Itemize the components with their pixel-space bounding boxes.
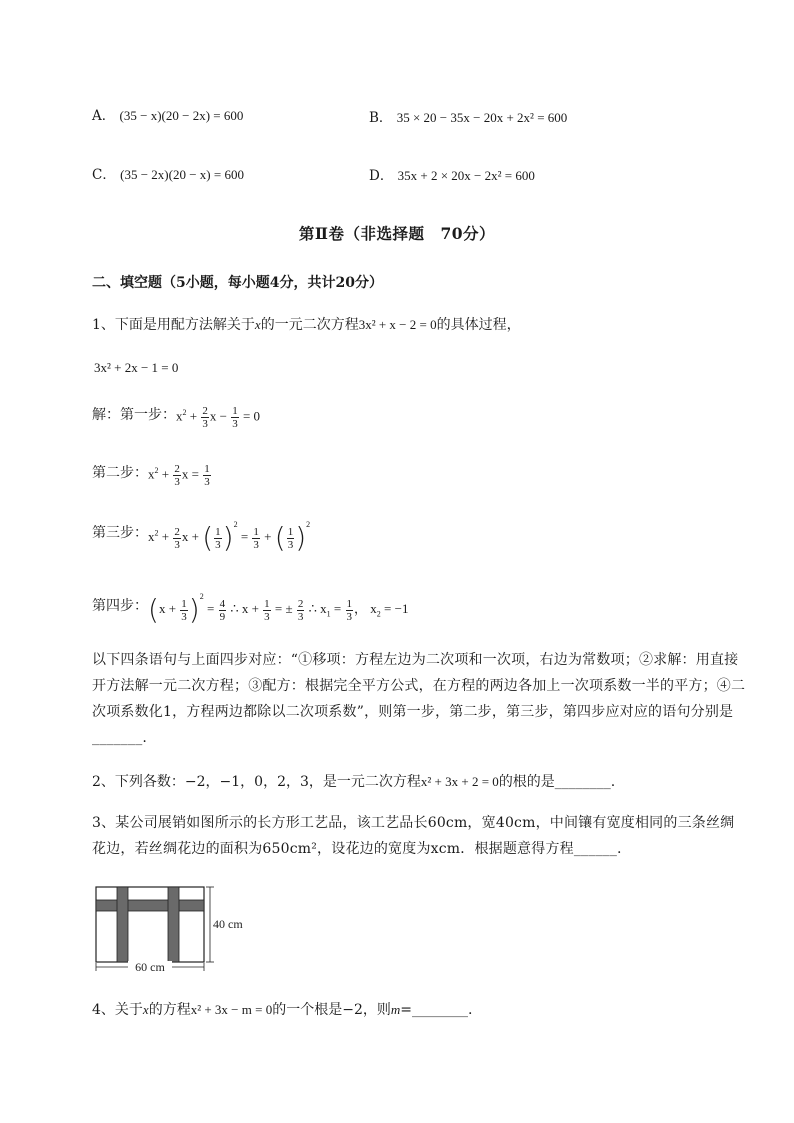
q1-step1-math: $x^2$ + $\frac{2}{3}$ x − $\frac{1}{3}$ = 0 bbox=[176, 404, 261, 430]
q1-step3-math: $x^2$ + $\frac{2}{3}$ x + ( $\frac{1}{3}$ )$^2$ = $\frac{1}{3}$ + ( $\frac{1}{3}$ )$^2$ bbox=[148, 520, 311, 555]
option-b bbox=[369, 108, 567, 128]
option-d-label: D． bbox=[369, 168, 394, 184]
q2 bbox=[92, 769, 615, 795]
q1-variable: x bbox=[254, 317, 261, 332]
option-a bbox=[92, 106, 243, 126]
q1-step2-math: $x^2$ + $\frac{2}{3}$ x = $\frac{1}{3}$ bbox=[148, 462, 210, 488]
q4-variable: x bbox=[142, 1002, 149, 1017]
figure-outer-rectangle bbox=[96, 887, 204, 962]
option-a-equation: (35 − x)(20 − 2x) = 600 bbox=[119, 108, 244, 123]
q1-eq0: 3x² + 2x − 1 = 0 bbox=[94, 360, 179, 375]
option-c-label: C． bbox=[92, 167, 116, 183]
option-d bbox=[369, 166, 535, 186]
q1-intro-text: 的具体过程， bbox=[436, 317, 521, 333]
q2-equation: x² + 3x + 2 = 0 bbox=[420, 774, 499, 789]
q4-text: 的一个根是−2，则 bbox=[272, 1002, 391, 1018]
figure-height-label: 40 cm bbox=[213, 917, 243, 931]
q4-text: =________. bbox=[400, 1002, 473, 1018]
q1-intro-text: 的一元二次方程 bbox=[260, 317, 359, 333]
q1-step3-label: 第三步： bbox=[92, 524, 148, 541]
q4-text: 4、关于 bbox=[92, 1002, 143, 1018]
q1-step4 bbox=[92, 584, 408, 628]
figure-vertical-ribbon-right bbox=[168, 887, 179, 962]
q1-step1-label: 解：第一步： bbox=[92, 406, 176, 423]
part2-title: 第Ⅱ卷（非选择题 70分） bbox=[298, 224, 496, 243]
q1-step1 bbox=[92, 400, 260, 430]
q4-variable-m: m bbox=[390, 1002, 401, 1017]
figure-horizontal-ribbon bbox=[96, 900, 204, 911]
option-b-label: B． bbox=[369, 110, 393, 126]
q1-intro bbox=[92, 312, 521, 338]
figure-width-label: 60 cm bbox=[135, 960, 165, 974]
q1-step2 bbox=[92, 458, 212, 488]
option-d-equation: 35x + 2 × 20x − 2x² = 600 bbox=[397, 168, 535, 183]
q4-equation: x² + 3x − m = 0 bbox=[190, 1002, 273, 1017]
option-a-label: A． bbox=[92, 108, 116, 124]
q2-text: 2、下列各数：−2，−1，0，2，3，是一元二次方程 bbox=[92, 774, 421, 790]
q1-step3 bbox=[92, 512, 310, 553]
q1-intro-text: 1、下面是用配方法解关于 bbox=[92, 317, 255, 333]
option-b-equation: 35 × 20 − 35x − 20x + 2x² = 600 bbox=[396, 110, 568, 125]
q3-figure bbox=[90, 882, 260, 974]
q3-text: 3、某公司展销如图所示的长方形工艺品，该工艺品长60cm，宽40cm，中间镶有宽度相同的三条丝绸花边，若丝绸花边的面积为650cm²，设花边的宽度为xcm．根据题意得方程______. bbox=[92, 815, 735, 857]
q1-step4-math: (x + $\frac{1}{3}$ )$^2$ = $\frac{4}{9}$ ∴ x + $\frac{1}{3}$ = ± $\frac{2}{3}$ ∴ $x_1$ = $\frac{1}{3}$ ， $x_2 = -1$ bbox=[148, 592, 409, 627]
q4-text: 的方程 bbox=[148, 1002, 191, 1018]
q1-explanation: 以下四条语句与上面四步对应：“①移项：方程左边为二次项和一次项，右边为常数项；②求解：用直接开方法解一元二次方程；③配方：根据完全平方公式，在方程的两边各加上一次项系数一半的平方；④二次项系数化1，方程两边都除以二次项系数”，则第一步，第二步，第三步，第四步应对应的语句分别是_______. bbox=[92, 652, 746, 746]
q1-step4-label: 第四步： bbox=[92, 597, 148, 614]
option-c bbox=[92, 165, 244, 185]
q2-text: 的根的是________. bbox=[498, 774, 616, 790]
q1-equation: 3x² + x − 2 = 0 bbox=[358, 317, 437, 332]
section-heading: 二、填空题（5小题，每小题4分，共计20分） bbox=[92, 275, 383, 291]
q1-step2-label: 第二步： bbox=[92, 464, 148, 481]
figure-vertical-ribbon-left bbox=[117, 887, 128, 962]
q4 bbox=[92, 997, 472, 1023]
option-c-equation: (35 − 2x)(20 − x) = 600 bbox=[120, 167, 244, 182]
